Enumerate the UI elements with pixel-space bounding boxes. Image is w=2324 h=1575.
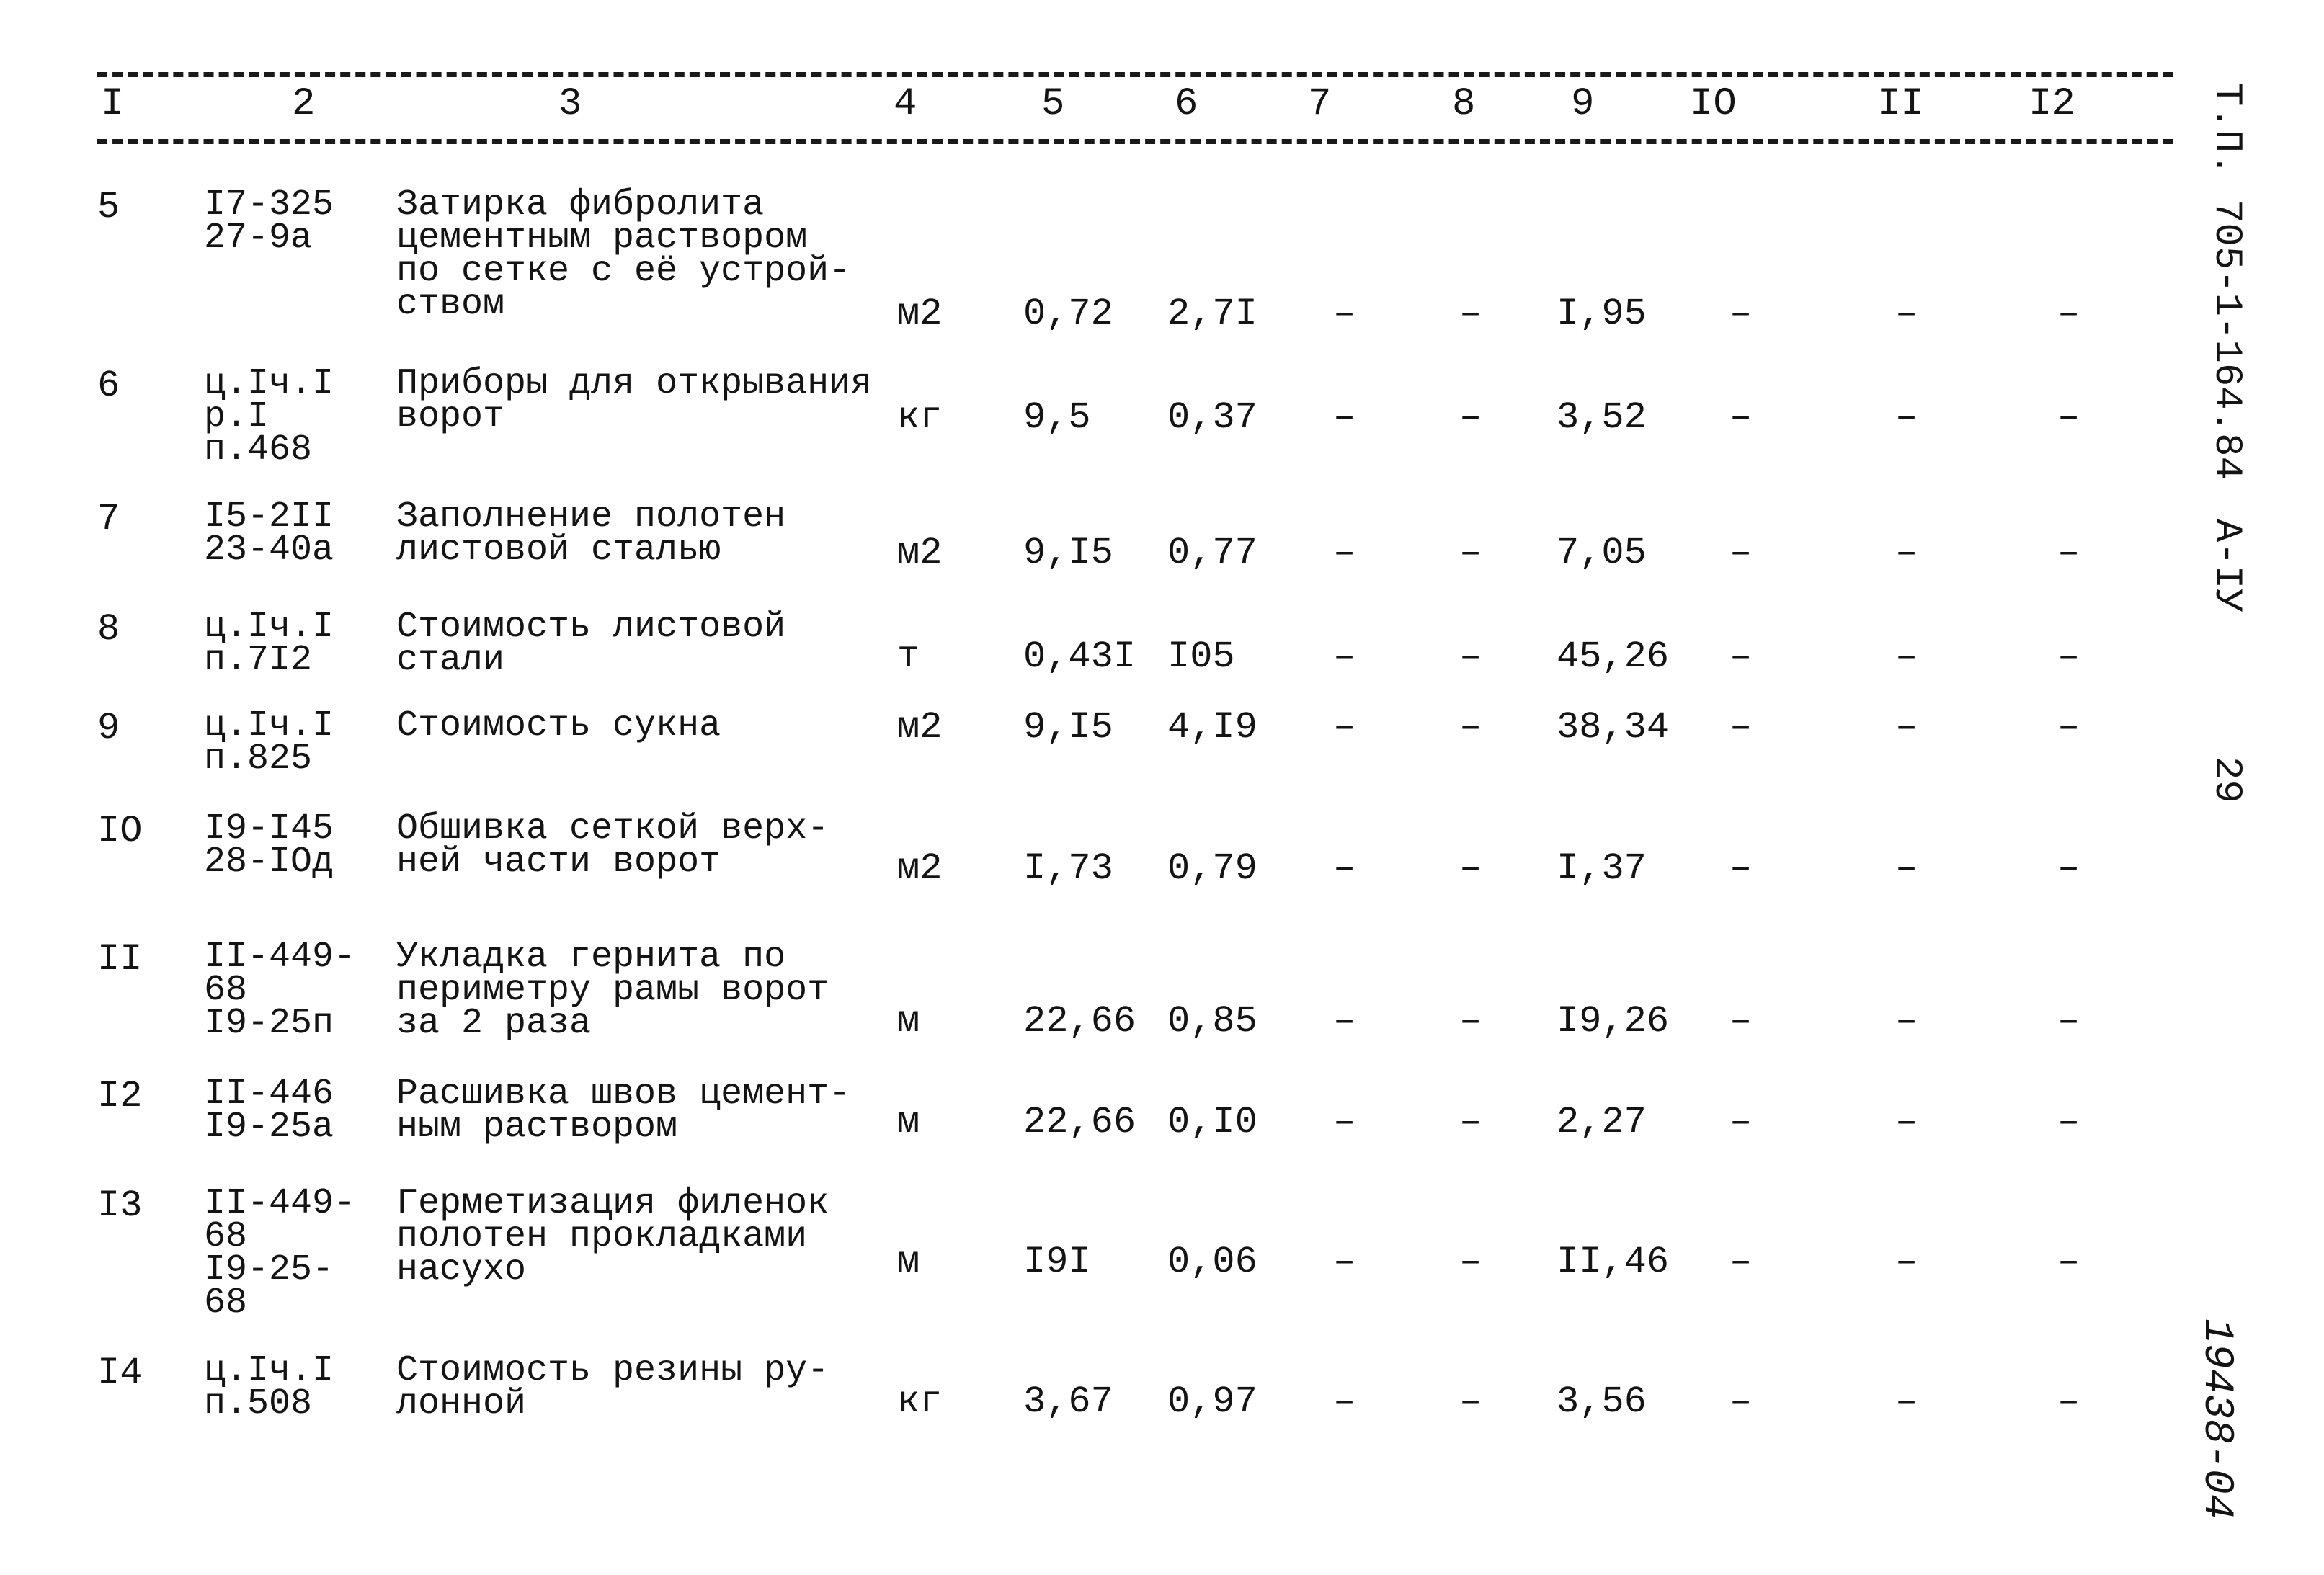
quantity: 22,66 [1023,1101,1136,1143]
col-7-value: – [1333,532,1356,574]
col-11-value: – [1895,532,1918,574]
col-8-value: – [1459,847,1482,890]
col-11-value: – [1895,847,1918,890]
unit-cost: 0,77 [1167,532,1257,574]
unit-cost: 0,06 [1167,1241,1257,1283]
row-number: 7 [97,498,120,540]
total-cost: I9,26 [1557,1000,1670,1043]
norm-code: ц.Iч.I р.I п.468 [204,363,334,470]
quantity: 3,67 [1023,1380,1113,1423]
col-10-value: – [1729,1000,1753,1043]
row-number: I4 [97,1352,143,1394]
col-7-value: – [1333,706,1356,749]
unit-cost: 0,97 [1167,1380,1257,1423]
col-7-value: – [1333,293,1356,335]
norm-code: II-449- 68 I9-25п [204,937,356,1044]
work-description: Стоимость резины ру- лонной [396,1350,829,1424]
col-11-value: – [1895,396,1918,439]
norm-code: ц.Iч.I п.508 [204,1350,334,1424]
col-11-value: – [1895,1380,1918,1423]
col-11-value: – [1895,1241,1918,1283]
col-8-value: – [1459,706,1482,749]
norm-code: I7-325 27-9a [204,184,334,259]
col-12-value: – [2057,635,2080,678]
unit-of-measure: м2 [897,847,943,890]
unit-of-measure: м [897,1101,920,1143]
unit-cost: 4,I9 [1167,706,1257,749]
column-header-4: 4 [894,82,917,126]
unit-cost: 0,37 [1167,396,1257,439]
col-10-value: – [1729,1380,1753,1423]
col-10-value: – [1729,635,1753,678]
column-header-1: I [101,82,125,126]
col-11-value: – [1895,706,1918,749]
total-cost: 45,26 [1557,635,1670,678]
col-8-value: – [1459,1241,1482,1283]
col-10-value: – [1729,706,1753,749]
col-12-value: – [2057,396,2080,439]
column-header-6: 6 [1175,82,1198,126]
work-description: Герметизация филенок полотен прокладками насухо [396,1183,829,1290]
unit-of-measure: т [897,635,920,678]
col-8-value: – [1459,396,1482,439]
col-12-value: – [2057,293,2080,335]
document-code: Т.П. 705-1-164.84 [2204,83,2248,480]
column-header-2: 2 [292,82,316,126]
inventory-number: 19438-04 [2193,1319,2240,1520]
quantity: 9,I5 [1023,706,1113,749]
col-11-value: – [1895,293,1918,335]
unit-of-measure: м2 [897,532,943,574]
col-7-value: – [1333,635,1356,678]
col-12-value: – [2057,532,2080,574]
norm-code: II-449- 68 I9-25- 68 [204,1183,356,1324]
total-cost: I,37 [1557,847,1647,890]
norm-code: II-446 I9-25a [204,1074,334,1148]
column-header-8: 8 [1452,82,1476,126]
col-11-value: – [1895,1101,1918,1143]
col-7-value: – [1333,847,1356,890]
work-description: Стоимость сукна [396,705,721,746]
col-10-value: – [1729,532,1753,574]
total-cost: 3,52 [1557,396,1647,439]
quantity: 9,5 [1023,396,1091,439]
col-11-value: – [1895,635,1918,678]
quantity: 9,I5 [1023,532,1113,574]
col-10-value: – [1729,1241,1753,1283]
work-description: Расшивка швов цемент- ным раствором [396,1074,851,1148]
work-description: Приборы для открывания ворот [396,363,873,437]
quantity: 22,66 [1023,1000,1136,1043]
col-7-value: – [1333,1101,1356,1143]
col-12-value: – [2057,1000,2080,1043]
column-header-9: 9 [1571,82,1595,126]
unit-of-measure: м [897,1241,920,1283]
col-10-value: – [1729,1101,1753,1143]
work-description: Обшивка сеткой верх- ней части ворот [396,808,829,883]
total-cost: I,95 [1557,293,1647,335]
row-number: I2 [97,1075,143,1117]
work-description: Укладка гернита по периметру рамы ворот за 2 раза [396,937,829,1044]
column-header-12: I2 [2029,82,2075,126]
col-10-value: – [1729,847,1753,890]
unit-of-measure: м2 [897,706,943,749]
col-8-value: – [1459,1101,1482,1143]
row-number: IO [97,810,143,852]
row-number: 8 [97,608,120,651]
col-12-value: – [2057,1241,2080,1283]
unit-cost: 0,79 [1167,847,1257,890]
quantity: I,73 [1023,847,1113,890]
total-cost: 3,56 [1557,1380,1647,1423]
unit-of-measure: кг [897,396,943,439]
unit-of-measure: м [897,1000,920,1043]
total-cost: II,46 [1557,1241,1670,1283]
unit-cost: 2,7I [1167,293,1257,335]
unit-of-measure: кг [897,1380,943,1423]
album-label: А-IУ [2204,519,2248,612]
col-12-value: – [2057,1101,2080,1143]
total-cost: 7,05 [1557,532,1647,574]
column-header-10: IO [1690,82,1737,126]
norm-code: ц.Iч.I п.825 [204,705,334,780]
col-10-value: – [1729,293,1753,335]
unit-cost: 0,85 [1167,1000,1257,1043]
column-header-3: 3 [558,82,582,126]
work-description: Заполнение полотен листовой сталью [396,496,786,571]
col-7-value: – [1333,396,1356,439]
row-number: II [97,938,143,981]
col-12-value: – [2057,706,2080,749]
col-12-value: – [2057,847,2080,890]
norm-code: I9-I45 28-IOд [204,808,334,883]
column-header-11: II [1877,82,1924,126]
row-number: I3 [97,1184,143,1227]
col-10-value: – [1729,396,1753,439]
row-number: 9 [97,707,120,749]
col-8-value: – [1459,1000,1482,1043]
unit-cost: I05 [1167,635,1235,678]
row-number: 5 [97,186,120,228]
quantity: 0,72 [1023,293,1113,335]
col-8-value: – [1459,1380,1482,1423]
work-description: Затирка фибролита цементным раствором по сетке с её устрой- ством [396,184,851,325]
total-cost: 2,27 [1557,1101,1647,1143]
col-8-value: – [1459,532,1482,574]
unit-cost: 0,I0 [1167,1101,1257,1143]
col-7-value: – [1333,1380,1356,1423]
col-8-value: – [1459,635,1482,678]
header-rule-bottom [97,139,2173,144]
total-cost: 38,34 [1557,706,1670,749]
col-7-value: – [1333,1241,1356,1283]
col-12-value: – [2057,1380,2080,1423]
col-7-value: – [1333,1000,1356,1043]
work-description: Стоимость листовой стали [396,607,786,681]
col-11-value: – [1895,1000,1918,1043]
col-8-value: – [1459,293,1482,335]
page-number: 29 [2204,757,2248,803]
quantity: I9I [1023,1241,1091,1283]
column-header-5: 5 [1041,82,1065,126]
header-rule-top [97,72,2173,77]
norm-code: I5-2II 23-40a [204,496,334,571]
unit-of-measure: м2 [897,293,943,335]
norm-code: ц.Iч.I п.7I2 [204,607,334,681]
row-number: 6 [97,365,120,407]
quantity: 0,43I [1023,635,1136,678]
column-header-7: 7 [1308,82,1332,126]
